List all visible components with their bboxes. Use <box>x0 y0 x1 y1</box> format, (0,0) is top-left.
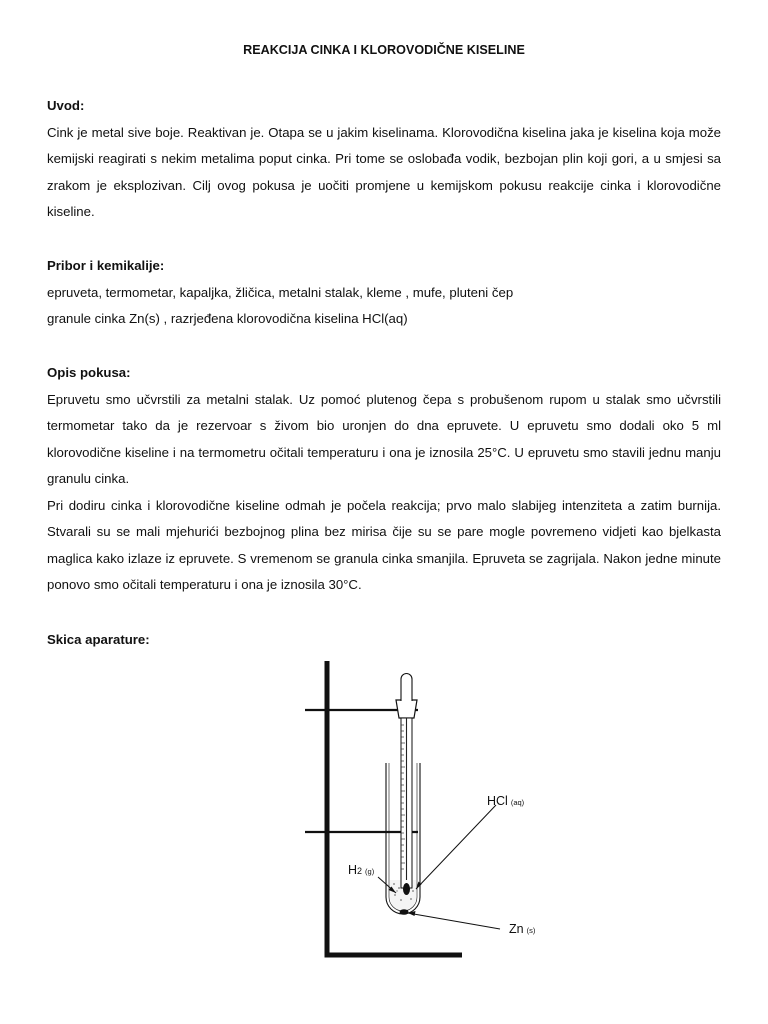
cork-stopper <box>396 700 417 718</box>
section-pribor <box>47 253 721 333</box>
arrow-zn <box>408 913 500 929</box>
arrow-hcl <box>416 805 496 889</box>
skica-heading: Skica aparature: <box>47 632 150 647</box>
pribor-chemicals-list: granule cinka Zn(s) , razrjeđena klorovodična kiselina HCl(aq) <box>47 311 408 326</box>
thermometer-top <box>401 674 412 702</box>
section-opis <box>47 360 721 599</box>
pribor-heading: Pribor i kemikalije: <box>47 258 165 273</box>
opis-heading: Opis pokusa: <box>47 365 131 380</box>
zinc-granule <box>400 909 409 915</box>
opis-paragraph-1: Epruvetu smo učvrstili za metalni stalak. Uz pomoć plutenog čepa s probušenom rupom u stalak smo učvrstili termometar tako da je rezervoar s živom bio uronjen do dna epruvete. U epruvetu smo dodali oko 5 ml klorovodične kiseline i na termometru očitali temperaturu i ona je iznosila 25°C. U epruvetu smo stavili jednu manju granulu cinka. <box>47 391 721 486</box>
pribor-equipment-list: epruveta, termometar, kapaljka, žličica, metalni stalak, kleme , mufe, pluteni čep <box>47 284 514 300</box>
label-h2: H2 (g) <box>348 863 375 877</box>
apparatus-diagram <box>300 655 540 965</box>
section-uvod <box>47 93 721 226</box>
section-skica <box>47 627 721 654</box>
uvod-text: Cink je metal sive boje. Reaktivan je. Otapa se u jakim kiselinama. Klorovodična kiselina jaka je kiselina koja može kemijski reagirati s nekim metalima poput cinka. Pri tome se oslobađa vodik, bezbojan plin koji gori, a u smjesi sa zrakom je eksplozivan. Cilj ovog pokusa je uočiti promjene u kemijskom pokusu reakcije cinka i klorovodične kiseline. <box>47 124 721 219</box>
uvod-heading: Uvod: <box>47 98 85 113</box>
label-hcl: HCl (aq) <box>487 794 525 808</box>
page-title: REAKCIJA CINKA I KLOROVODIČNE KISELINE <box>243 43 525 57</box>
thermometer-bulb <box>403 883 410 895</box>
stand-rod <box>327 661 462 955</box>
label-zn: Zn (s) <box>509 922 536 936</box>
opis-paragraph-2: Pri dodiru cinka i klorovodične kiseline odmah je počela reakcija; prvo malo slabijeg intenziteta a zatim burnija. Stvarali su se mali mjehurići bezbojnog plina bez mirisa čije su se pare mogle povremeno vidjeti kao bjelkasta maglica kako izlaze iz epruvete. S vremenom se granula cinka smanjila. Epruveta se zagrijala. Nakon jedne minute ponovo smo očitali temperaturu i ona je iznosila 30°C. <box>47 497 721 592</box>
